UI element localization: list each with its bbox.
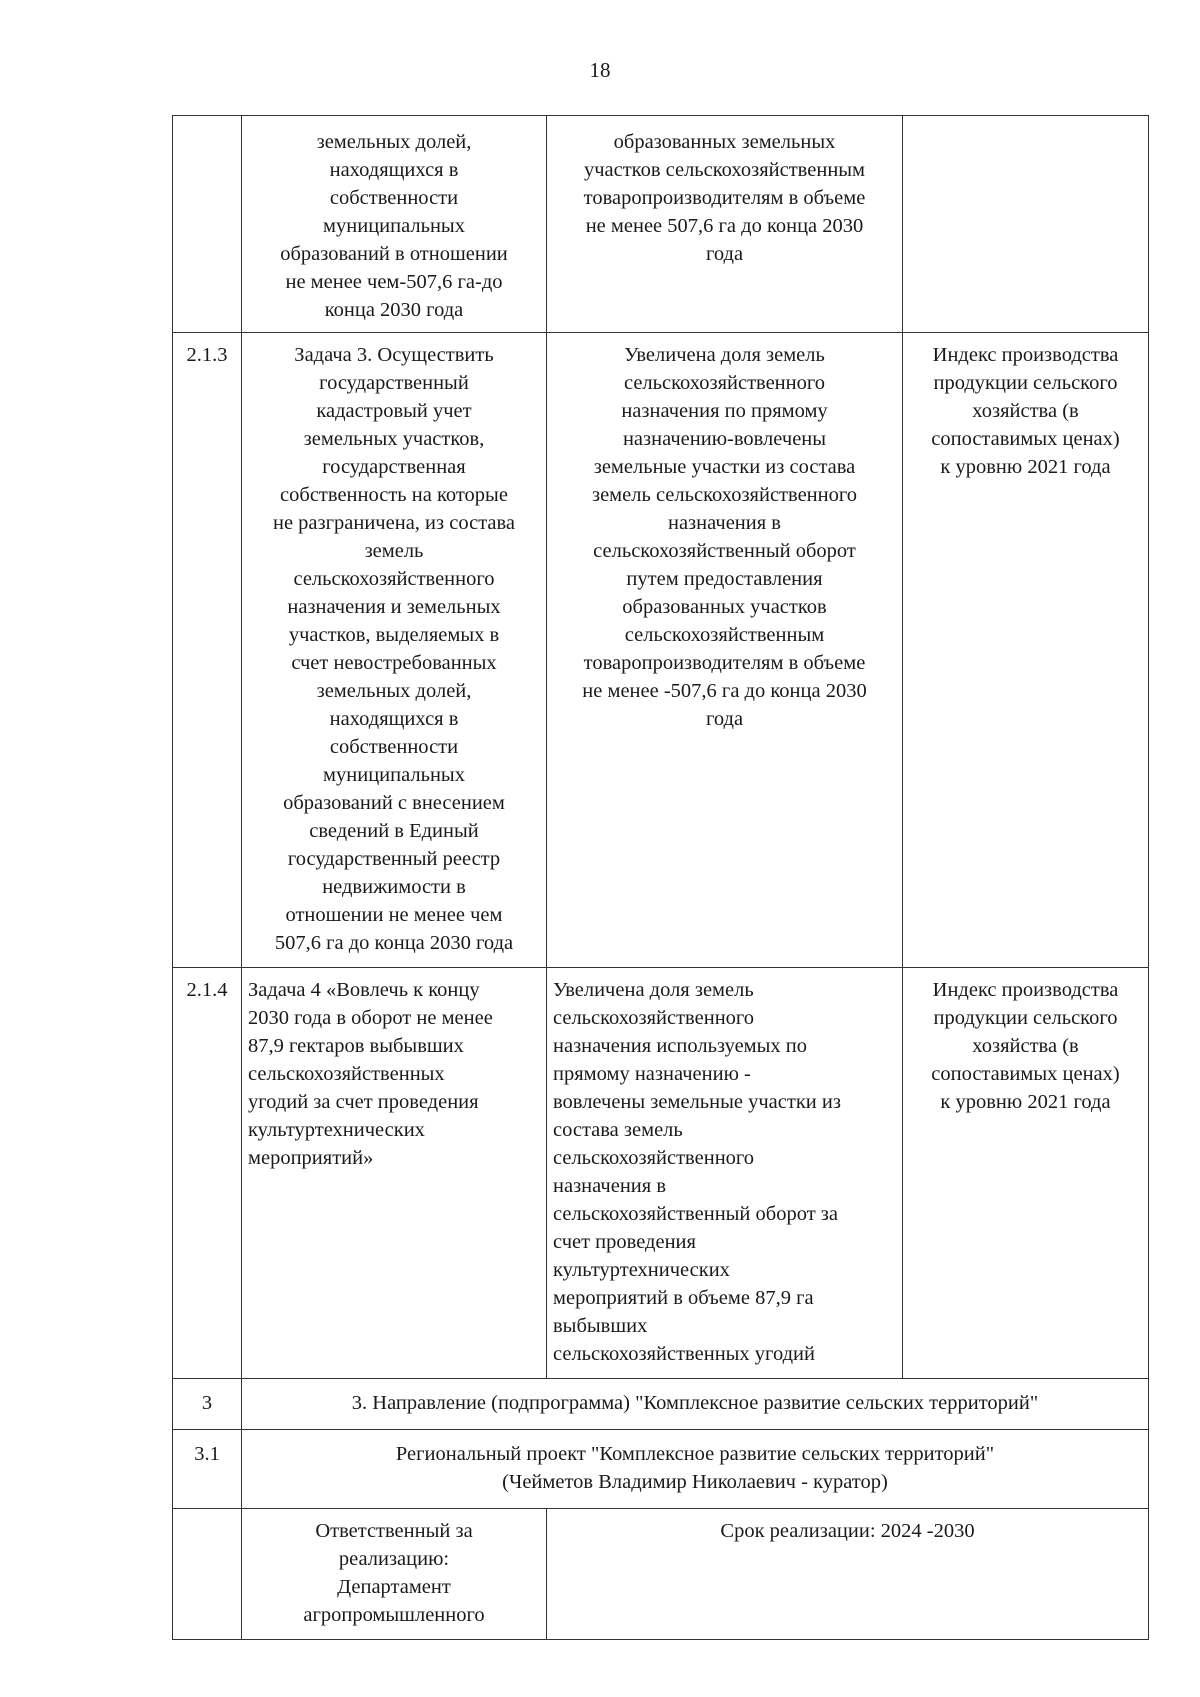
indicator-cell bbox=[903, 116, 1149, 333]
project-row bbox=[173, 1430, 1149, 1509]
project-number: 3.1 bbox=[173, 1430, 242, 1509]
section-row bbox=[173, 1379, 1149, 1430]
task-cell: Задача 3. Осуществить государственный кадастровый учет земельных участков, государственная собственность на которые не разграничена, из состава земель сельскохозяйственного назначения и земельных участков, выделяемых в счет невостребованных земельных долей, находящихся в собственности муниципальных образований с внесением сведений в Единый государственный реестр недвижимости в отношении не менее чем 507,6 га до конца 2030 года bbox=[242, 333, 547, 968]
table-row bbox=[173, 116, 1149, 333]
indicator-cell: Индекс производства продукции сельского хозяйства (в сопоставимых ценах) к уровню 2021 года bbox=[903, 333, 1149, 968]
section-number: 3 bbox=[173, 1379, 242, 1430]
table-row bbox=[173, 1509, 1149, 1640]
result-cell: Увеличена доля земель сельскохозяйственного назначения по прямому назначению-вовлечены земельные участки из состава земель сельскохозяйственного назначения в сельскохозяйственный оборот путем предоставления образованных участков сельскохозяйственным товаропроизводителям в объеме не менее -507,6 га до конца 2030 года bbox=[547, 333, 903, 968]
responsible-cell: Ответственный за реализацию: Департамент агропромышленного bbox=[242, 1509, 547, 1640]
row-number bbox=[173, 116, 242, 333]
row-number: 2.1.4 bbox=[173, 968, 242, 1379]
term-cell: Срок реализации: 2024 -2030 bbox=[547, 1509, 1149, 1640]
row-number: 2.1.3 bbox=[173, 333, 242, 968]
project-title: Региональный проект "Комплексное развитие сельских территорий" (Чейметов Владимир Николаевич - куратор) bbox=[242, 1430, 1149, 1509]
program-table bbox=[172, 115, 1149, 1640]
result-cell: образованных земельных участков сельскохозяйственным товаропроизводителям в объеме не менее 507,6 га до конца 2030 года bbox=[547, 116, 903, 333]
row-number bbox=[173, 1509, 242, 1640]
task-cell: Задача 4 «Вовлечь к концу 2030 года в оборот не менее 87,9 гектаров выбывших сельскохозяйственных угодий за счет проведения культуртехнических мероприятий» bbox=[242, 968, 547, 1379]
indicator-cell: Индекс производства продукции сельского хозяйства (в сопоставимых ценах) к уровню 2021 года bbox=[903, 968, 1149, 1379]
section-title: 3. Направление (подпрограмма) "Комплексное развитие сельских территорий" bbox=[242, 1379, 1149, 1430]
table-row bbox=[173, 968, 1149, 1379]
page-number: 18 bbox=[589, 58, 611, 82]
table-row bbox=[173, 333, 1149, 968]
task-cell: земельных долей, находящихся в собственности муниципальных образований в отношении не менее чем-507,6 га-до конца 2030 года bbox=[242, 116, 547, 333]
result-cell: Увеличена доля земель сельскохозяйственного назначения используемых по прямому назначению - вовлечены земельные участки из состава земель сельскохозяйственного назначения в сельскохозяйственный оборот за счет проведения культуртехнических мероприятий в объеме 87,9 га выбывших сельскохозяйственных угодий bbox=[547, 968, 903, 1379]
